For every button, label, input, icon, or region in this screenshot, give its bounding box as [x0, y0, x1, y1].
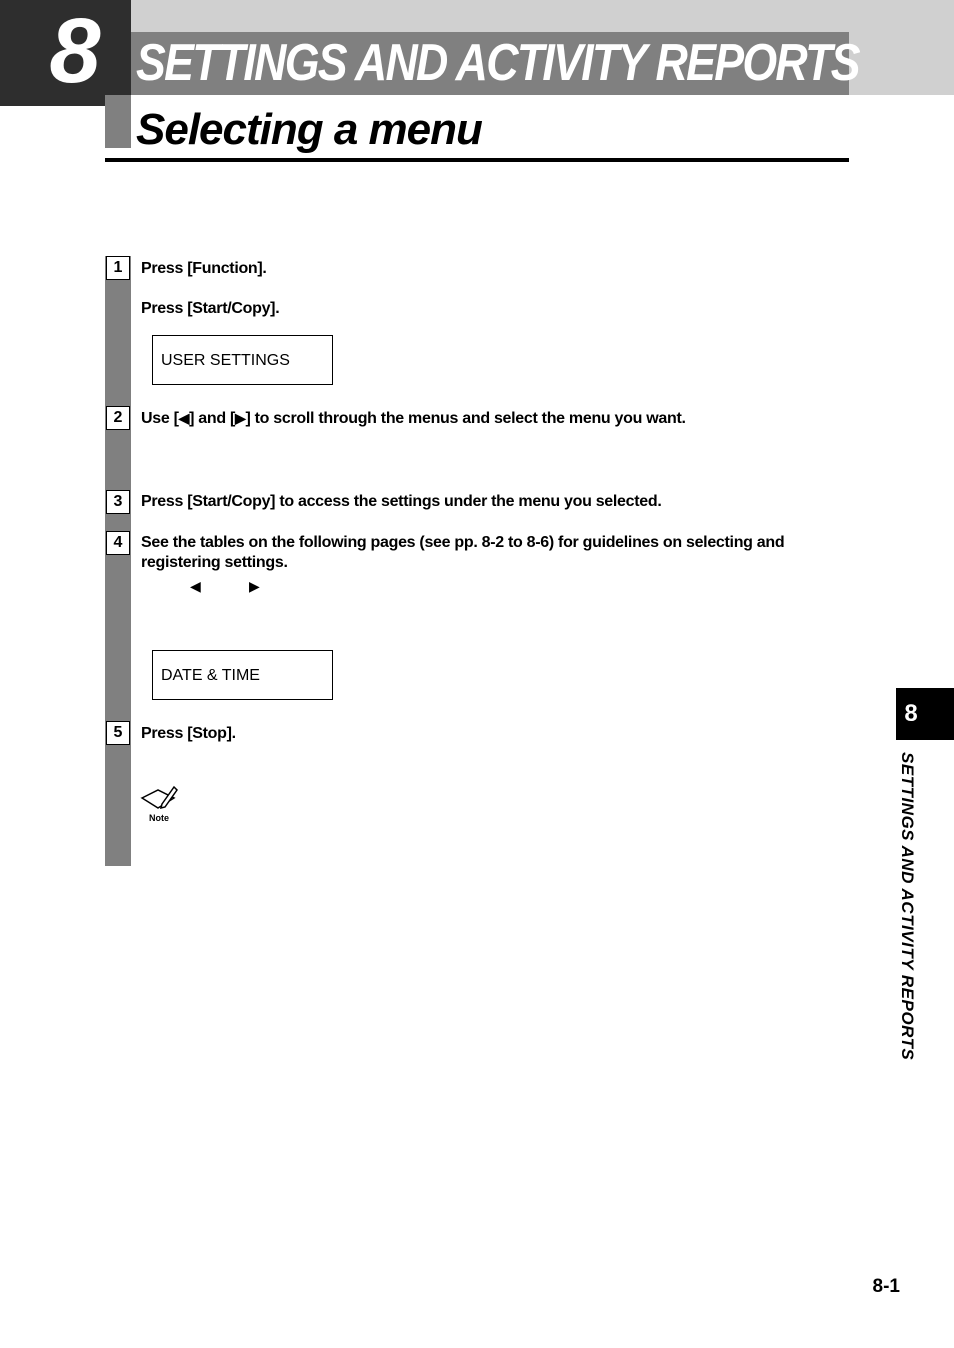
side-tab-number: 8	[904, 700, 918, 727]
section-title: Selecting a menu	[136, 105, 482, 154]
step-2-text-post: ] to scroll through the menus and select the menu you want.	[245, 410, 686, 427]
left-arrow-icon: ◀	[190, 578, 201, 594]
chapter-title: SETTINGS AND ACTIVITY REPORTS	[136, 34, 859, 92]
step-number-2: 2	[106, 406, 130, 430]
step-number-3: 3	[106, 490, 130, 514]
step-2-text-pre: Use [	[141, 410, 179, 427]
step-number-5: 5	[106, 721, 130, 745]
chapter-number: 8	[49, 0, 101, 102]
step-3-text: Press [Start/Copy] to access the settings under the menu you selected.	[141, 493, 662, 510]
step-1-line-2: Press [Start/Copy].	[141, 300, 280, 317]
steps-sidebar-bar	[105, 256, 131, 866]
step-4-text: See the tables on the following pages (see pp. 8-2 to 8-6) for guidelines on selecting and registering settings.	[141, 534, 785, 571]
page-number: 8-1	[872, 1276, 900, 1297]
section-accent	[105, 95, 131, 148]
note-label: Note	[149, 813, 169, 823]
side-chapter-title: SETTINGS AND ACTIVITY REPORTS	[898, 752, 917, 1061]
step-2-text	[141, 408, 831, 429]
step-number-1: 1	[106, 256, 130, 280]
step-2-text-mid: ] and [	[189, 410, 236, 427]
right-arrow-icon: ▶	[249, 578, 260, 594]
lcd-display-date-time: DATE & TIME	[152, 650, 333, 700]
step-number-4: 4	[106, 531, 130, 555]
left-arrow-icon: ◀	[178, 410, 190, 426]
right-arrow-icon: ▶	[235, 410, 246, 426]
step-5-text: Press [Stop].	[141, 725, 236, 742]
section-rule	[105, 158, 849, 162]
lcd-display-user-settings: USER SETTINGS	[152, 335, 333, 385]
step-1-line-1: Press [Function].	[141, 260, 267, 277]
